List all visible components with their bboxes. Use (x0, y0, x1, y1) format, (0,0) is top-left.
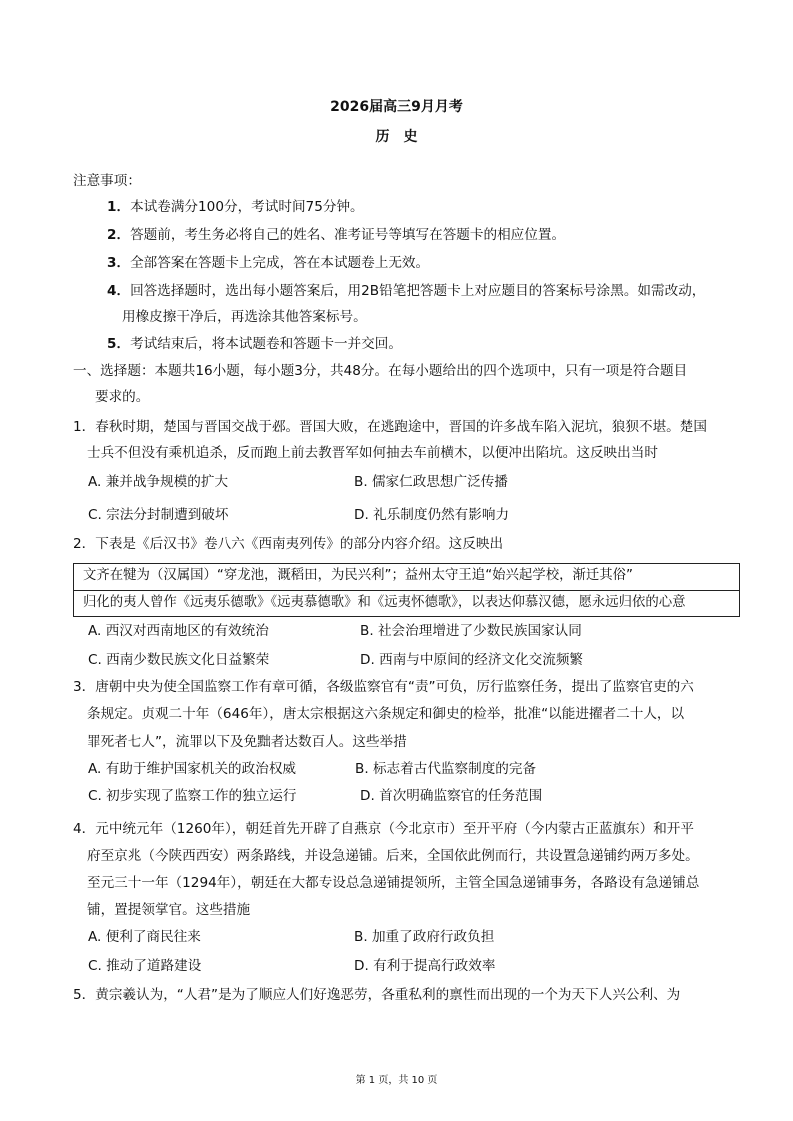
section-heading: 一、选择题：本题共16小题，每小题3分，共48分。在每小题给出的四个选项中，只有一项是符合题目 (73, 363, 688, 379)
notice-item-1 (107, 198, 364, 216)
question-3-option-a: A. 有助于维护国家机关的政治权威 (88, 761, 297, 777)
question-1-option-d: D. 礼乐制度仍然有影响力 (354, 507, 510, 523)
notice-item-text: 全部答案在答题卡上完成，答在本试题卷上无效。 (130, 255, 430, 271)
question-2-table (73, 563, 740, 617)
question-4-option-a: A. 便利了商民往来 (88, 929, 201, 945)
question-4-option-b: B. 加重了政府行政负担 (354, 929, 495, 945)
notice-item-4 (107, 282, 705, 300)
page-footer: 第 1 页，共 10 页 (355, 1075, 438, 1086)
section-heading-continued: 要求的。 (95, 389, 150, 405)
notice-item-text: 答题前，考生务必将自己的姓名、准考证号等填写在答题卡的相应位置。 (130, 227, 566, 243)
question-1-stem: 士兵不但没有乘机追杀，反而跑上前去教晋军如何抽去车前横木，以便冲出陷坑。这反映出当时 (87, 445, 658, 461)
question-1-stem: 1．春秋时期，楚国与晋国交战于邲。晋国大败，在逃跑途中，晋国的许多战车陷入泥坑，狼狈不堪。楚国 (73, 419, 707, 435)
table-row-1: 文齐在犍为（汉属国）“穿龙池，溉稻田，为民兴利”；益州太守王追“始兴起学校，渐迁其俗” (83, 568, 633, 583)
notice-item-number: 4． (107, 283, 131, 299)
notice-item-text: 本试卷满分100分，考试时间75分钟。 (130, 199, 364, 215)
question-1-option-a: A. 兼并战争规模的扩大 (88, 474, 229, 490)
question-3-stem: 3．唐朝中央为使全国监察工作有章可循，各级监察官有“责”可负，厉行监察任务，提出了监察官吏的六 (73, 679, 694, 695)
question-4-option-d: D. 有利于提高行政效率 (354, 958, 496, 974)
notice-item-text: 考试结束后，将本试题卷和答题卡一并交回。 (130, 336, 402, 352)
question-1-option-b: B. 儒家仁政思想广泛传播 (354, 474, 508, 490)
subject-title: 历 史 (375, 129, 418, 145)
notice-item-number: 5． (107, 336, 131, 352)
notice-item-number: 2． (107, 227, 131, 243)
question-2-option-c: C. 西南少数民族文化日益繁荣 (88, 652, 270, 668)
notice-heading: 注意事项： (73, 173, 141, 189)
question-4-option-c: C. 推动了道路建设 (88, 958, 202, 974)
notice-item-2 (107, 226, 565, 244)
question-4-stem: 铺，置提领掌官。这些措施 (87, 902, 251, 918)
notice-item-text: 回答选择题时，选出每小题答案后，用2B铅笔把答题卡上对应题目的答案标号涂黑。如需改动， (130, 283, 706, 299)
question-5-stem: 5．黄宗羲认为，“人君”是为了顺应人们好逸恶劳，各重私利的禀性而出现的一个为天下人兴公利、为 (73, 987, 681, 1003)
question-2-option-a: A. 西汉对西南地区的有效统治 (88, 623, 269, 639)
notice-item-number: 1． (107, 199, 131, 215)
exam-title: 2026届高三9月月考 (330, 99, 463, 115)
question-4-stem: 4．元中统元年（1260年），朝廷首先开辟了自燕京（今北京市）至开平府（今内蒙古正蓝旗东）和开平 (73, 821, 694, 837)
question-3-option-d: D. 首次明确监察官的任务范围 (360, 788, 543, 804)
question-1-option-c: C. 宗法分封制遭到破坏 (88, 507, 229, 523)
question-2-stem: 2．下表是《后汉书》卷八六《西南夷列传》的部分内容介绍。这反映出 (73, 536, 504, 552)
table-divider (74, 590, 739, 591)
table-row-2: 归化的夷人曾作《远夷乐德歌》《远夷慕德歌》和《远夷怀德歌》，以表达仰慕汉德，愿永远归依的心意 (83, 595, 686, 610)
question-3-option-c: C. 初步实现了监察工作的独立运行 (88, 788, 297, 804)
question-2-option-d: D. 西南与中原间的经济文化交流频繁 (360, 652, 584, 668)
question-3-option-b: B. 标志着古代监察制度的完备 (355, 761, 537, 777)
notice-item-number: 3． (107, 255, 131, 271)
question-2-option-b: B. 社会治理增进了少数民族国家认同 (360, 623, 582, 639)
question-3-stem: 条规定。贞观二十年（646年），唐太宗根据这六条规定和御史的检举，批准“以能进擢者二十人，以 (87, 706, 685, 722)
question-3-stem: 罪死者七人”，流罪以下及免黜者达数百人。这些举措 (87, 734, 407, 750)
notice-item-4-continued: 用橡皮擦干净后，再选涂其他答案标号。 (122, 309, 367, 325)
question-4-stem: 至元三十一年（1294年），朝廷在大都专设总急递铺提领所，主管全国急递铺事务，各路设有急递铺总 (87, 875, 700, 891)
notice-item-3 (107, 254, 429, 272)
notice-item-5 (107, 335, 402, 353)
question-4-stem: 府至京兆（今陕西西安）两条路线，并设急递铺。后来，全国依此例而行，共设置急递铺约两万多处。 (87, 848, 699, 864)
